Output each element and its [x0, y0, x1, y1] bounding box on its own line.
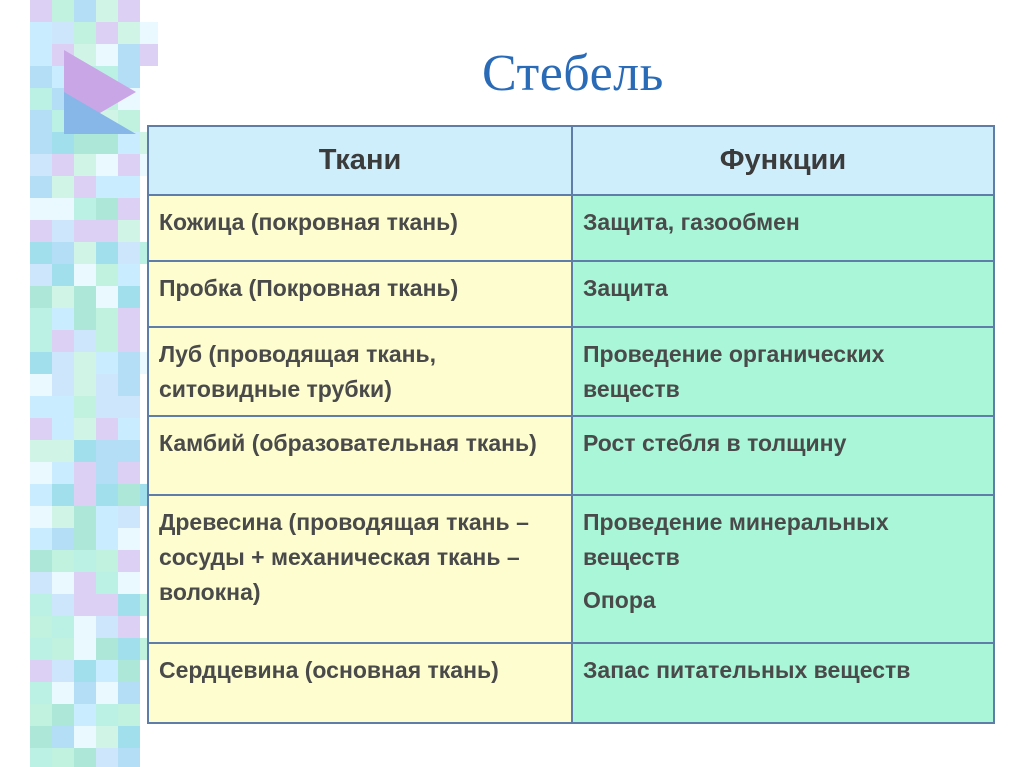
mosaic-tile [74, 242, 96, 264]
mosaic-tile [30, 748, 52, 767]
mosaic-tile [118, 176, 140, 198]
function-text: Опора [583, 587, 656, 613]
mosaic-tile [30, 418, 52, 440]
mosaic-tile [30, 726, 52, 748]
mosaic-tile [118, 242, 140, 264]
function-cell [572, 495, 994, 643]
mosaic-tile [30, 396, 52, 418]
mosaic-tile [30, 330, 52, 352]
mosaic-tile [52, 506, 74, 528]
mosaic-tile [52, 396, 74, 418]
mosaic-tile [118, 704, 140, 726]
tissue-cell: Древесина (проводящая ткань – сосуды + механическая ткань – волокна) [148, 495, 572, 643]
mosaic-tile [118, 418, 140, 440]
mosaic-tile [30, 506, 52, 528]
mosaic-tile [74, 528, 96, 550]
mosaic-tile [96, 374, 118, 396]
mosaic-tile [96, 594, 118, 616]
mosaic-tile [96, 550, 118, 572]
mosaic-tile [118, 748, 140, 767]
mosaic-tile [118, 308, 140, 330]
mosaic-tile [52, 22, 74, 44]
mosaic-tile [74, 176, 96, 198]
table-row [148, 261, 994, 327]
mosaic-tile [118, 462, 140, 484]
mosaic-tile [74, 154, 96, 176]
mosaic-tile [140, 22, 158, 44]
mosaic-tile [30, 440, 52, 462]
mosaic-tile [30, 110, 52, 132]
mosaic-tile [96, 220, 118, 242]
function-cell: Запас питательных веществ [572, 643, 994, 723]
mosaic-tile [52, 440, 74, 462]
mosaic-tile [30, 198, 52, 220]
mosaic-tile [118, 660, 140, 682]
function-text: Проведение минеральных веществ [583, 509, 889, 570]
mosaic-tile [96, 572, 118, 594]
mosaic-tile [74, 682, 96, 704]
table-row [148, 195, 994, 261]
mosaic-tile [118, 0, 140, 22]
mosaic-tile [30, 154, 52, 176]
mosaic-tile [74, 484, 96, 506]
mosaic-tile [96, 638, 118, 660]
tissue-cell: Луб (проводящая ткань, ситовидные трубки) [148, 327, 572, 416]
header-tissues: Ткани [148, 126, 572, 195]
mosaic-tile [52, 616, 74, 638]
mosaic-tile [118, 506, 140, 528]
mosaic-tile [74, 418, 96, 440]
mosaic-tile [118, 528, 140, 550]
mosaic-tile [30, 682, 52, 704]
mosaic-tile [118, 22, 140, 44]
mosaic-tile [52, 484, 74, 506]
mosaic-tile [74, 462, 96, 484]
mosaic-tile [96, 242, 118, 264]
mosaic-tile [30, 242, 52, 264]
mosaic-tile [30, 286, 52, 308]
mosaic-tile [74, 506, 96, 528]
mosaic-tile [96, 462, 118, 484]
mosaic-tile [52, 220, 74, 242]
mosaic-tile [118, 264, 140, 286]
tissue-cell: Камбий (образовательная ткань) [148, 416, 572, 495]
function-cell: Защита [572, 261, 994, 327]
mosaic-tile [30, 132, 52, 154]
mosaic-tile [96, 352, 118, 374]
mosaic-tile [52, 748, 74, 767]
mosaic-tile [52, 594, 74, 616]
mosaic-tile [30, 484, 52, 506]
mosaic-tile [52, 330, 74, 352]
slide-title: Стебель [482, 45, 664, 102]
mosaic-tile [118, 198, 140, 220]
table-row [148, 416, 994, 495]
mosaic-tile [74, 264, 96, 286]
mosaic-tile [118, 374, 140, 396]
mosaic-tile [30, 44, 52, 66]
triangle-shade-decoration [64, 92, 136, 134]
mosaic-tile [96, 506, 118, 528]
mosaic-tile [30, 220, 52, 242]
mosaic-tile [118, 154, 140, 176]
mosaic-tile [30, 22, 52, 44]
mosaic-tile [96, 264, 118, 286]
mosaic-tile [118, 396, 140, 418]
mosaic-tile [96, 308, 118, 330]
mosaic-tile [118, 594, 140, 616]
tissue-cell: Кожица (покровная ткань) [148, 195, 572, 261]
mosaic-tile [118, 440, 140, 462]
mosaic-tile [118, 550, 140, 572]
mosaic-tile [96, 660, 118, 682]
mosaic-tile [30, 528, 52, 550]
mosaic-tile [52, 176, 74, 198]
mosaic-tile [52, 198, 74, 220]
mosaic-tile [30, 176, 52, 198]
mosaic-tile [118, 572, 140, 594]
mosaic-tile [52, 704, 74, 726]
mosaic-tile [30, 572, 52, 594]
mosaic-tile [118, 616, 140, 638]
table-row [148, 643, 994, 723]
mosaic-tile [74, 396, 96, 418]
mosaic-tile [118, 682, 140, 704]
mosaic-tile [74, 616, 96, 638]
mosaic-tile [74, 0, 96, 22]
mosaic-tile [52, 462, 74, 484]
mosaic-tile [96, 484, 118, 506]
mosaic-tile [52, 0, 74, 22]
mosaic-tile [30, 616, 52, 638]
mosaic-tile [74, 352, 96, 374]
mosaic-tile [96, 154, 118, 176]
mosaic-tile [96, 198, 118, 220]
mosaic-tile [52, 242, 74, 264]
mosaic-tile [96, 176, 118, 198]
mosaic-tile [30, 704, 52, 726]
mosaic-tile [74, 132, 96, 154]
mosaic-tile [96, 418, 118, 440]
mosaic-tile [96, 0, 118, 22]
mosaic-tile [52, 660, 74, 682]
function-cell: Защита, газообмен [572, 195, 994, 261]
mosaic-tile [74, 660, 96, 682]
mosaic-tile [52, 264, 74, 286]
function-cell: Проведение органических веществ [572, 327, 994, 416]
mosaic-tile [96, 440, 118, 462]
mosaic-tile [30, 660, 52, 682]
mosaic-tile [118, 726, 140, 748]
mosaic-tile [52, 550, 74, 572]
mosaic-tile [52, 154, 74, 176]
tissue-cell: Сердцевина (основная ткань) [148, 643, 572, 723]
table-row [148, 327, 994, 416]
mosaic-tile [52, 308, 74, 330]
mosaic-tile [52, 726, 74, 748]
mosaic-tile [74, 286, 96, 308]
mosaic-tile [96, 286, 118, 308]
mosaic-tile [74, 330, 96, 352]
mosaic-tile [96, 682, 118, 704]
mosaic-tile [74, 198, 96, 220]
tissues-functions-table [147, 125, 995, 724]
mosaic-tile [96, 616, 118, 638]
mosaic-tile [74, 726, 96, 748]
mosaic-tile [96, 132, 118, 154]
mosaic-tile [74, 748, 96, 767]
mosaic-tile [30, 638, 52, 660]
mosaic-tile [30, 308, 52, 330]
mosaic-tile [74, 704, 96, 726]
mosaic-tile [74, 638, 96, 660]
mosaic-tile [118, 330, 140, 352]
mosaic-tile [74, 22, 96, 44]
mosaic-tile [74, 308, 96, 330]
mosaic-tile [30, 550, 52, 572]
mosaic-tile [140, 44, 158, 66]
mosaic-tile [30, 66, 52, 88]
mosaic-tile [52, 572, 74, 594]
mosaic-tile [118, 286, 140, 308]
mosaic-tile [96, 704, 118, 726]
mosaic-tile [30, 0, 52, 22]
mosaic-tile [52, 352, 74, 374]
mosaic-tile [30, 462, 52, 484]
mosaic-tile [74, 374, 96, 396]
mosaic-tile [96, 748, 118, 767]
mosaic-tile [74, 550, 96, 572]
mosaic-tile [96, 22, 118, 44]
header-functions: Функции [572, 126, 994, 195]
mosaic-tile [96, 726, 118, 748]
mosaic-tile [118, 132, 140, 154]
tissue-cell: Пробка (Покровная ткань) [148, 261, 572, 327]
table-header-row [148, 126, 994, 195]
mosaic-tile [30, 374, 52, 396]
mosaic-tile [52, 374, 74, 396]
mosaic-tile [74, 572, 96, 594]
mosaic-tile [118, 484, 140, 506]
mosaic-tile [52, 682, 74, 704]
mosaic-tile [30, 264, 52, 286]
function-cell: Рост стебля в толщину [572, 416, 994, 495]
mosaic-tile [52, 286, 74, 308]
mosaic-tile [74, 594, 96, 616]
mosaic-tile [118, 220, 140, 242]
mosaic-tile [52, 418, 74, 440]
mosaic-tile [96, 330, 118, 352]
mosaic-tile [96, 396, 118, 418]
mosaic-tile [52, 132, 74, 154]
mosaic-tile [52, 638, 74, 660]
mosaic-tile [118, 352, 140, 374]
mosaic-tile [74, 220, 96, 242]
mosaic-tile [52, 528, 74, 550]
table-row [148, 495, 994, 643]
mosaic-tile [30, 594, 52, 616]
mosaic-tile [118, 638, 140, 660]
mosaic-tile [74, 440, 96, 462]
mosaic-tile [30, 88, 52, 110]
mosaic-tile [30, 352, 52, 374]
mosaic-tile [96, 528, 118, 550]
